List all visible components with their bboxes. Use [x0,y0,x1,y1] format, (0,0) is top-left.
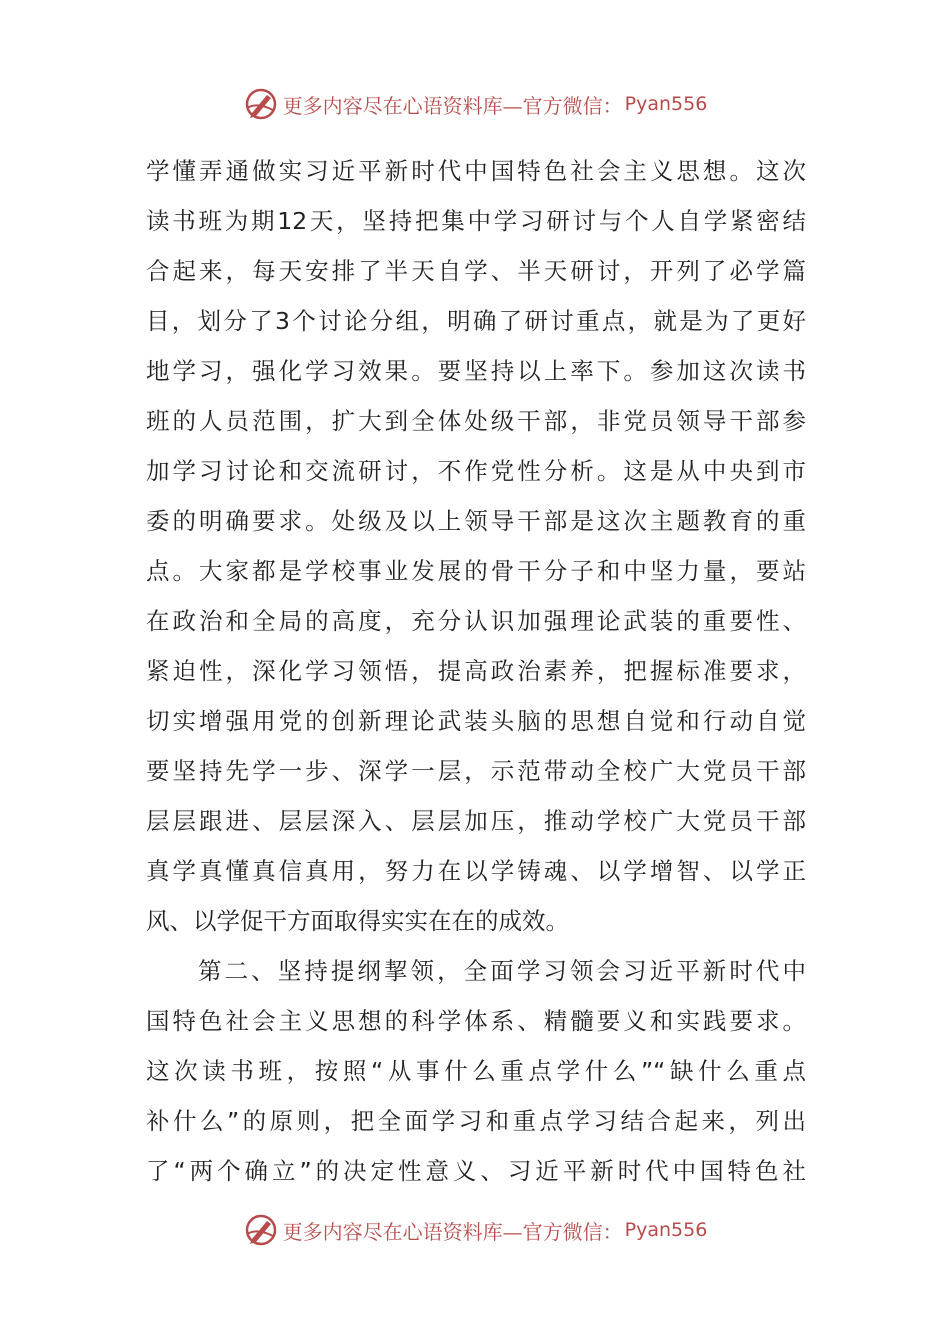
pen-logo-icon [243,1212,279,1248]
text-line: 学懂弄通做实习近平新时代中国特色社会主义思想。这次 [146,157,806,185]
text-line: 国特色社会主义思想的科学体系、精髓要义和实践要求。 [146,1007,806,1035]
text-line: 补什么”的原则，把全面学习和重点学习结合起来，列出 [146,1107,806,1135]
text-line: 层层跟进、层层深入、层层加压，推动学校广大党员干部 [146,807,806,835]
text-line: 读书班为期12天，坚持把集中学习研讨与个人自学紧密结 [146,207,806,235]
banner-handle: Pyan556 [624,1219,708,1241]
text-line: 班的人员范围，扩大到全体处级干部，非党员领导干部参 [146,407,806,435]
text-line: 在政治和全局的高度，充分认识加强理论武装的重要性、 [146,607,806,635]
text-line: 这次读书班，按照“从事什么重点学什么”“缺什么重点 [146,1057,806,1085]
text-line: 点。大家都是学校事业发展的骨干分子和中坚力量，要站 [146,557,806,585]
text-line: 紧迫性，深化学习领悟，提高政治素养，把握标准要求， [146,657,806,685]
header-watermark-banner [0,84,950,124]
text-line: 要坚持先学一步、深学一层，示范带动全校广大党员干部 [146,757,806,785]
banner-text: 更多内容尽在心语资料库—官方微信： [282,93,623,118]
document-body [146,146,806,1196]
banner-text: 更多内容尽在心语资料库—官方微信： [282,1219,623,1244]
text-line: 目，划分了3个讨论分组，明确了研讨重点，就是为了更好 [146,307,806,335]
text-line: 合起来，每天安排了半天自学、半天研讨，开列了必学篇 [146,257,806,285]
text-line: 第二、坚持提纲挈领，全面学习领会习近平新时代中 [198,957,806,985]
text-line: 加学习讨论和交流研讨，不作党性分析。这是从中央到市 [146,457,806,485]
text-line: 委的明确要求。处级及以上领导干部是这次主题教育的重 [146,507,806,535]
pen-logo-icon [243,86,279,122]
text-line: 了“两个确立”的决定性意义、习近平新时代中国特色社 [146,1157,806,1185]
text-line: 风、以学促干方面取得实实在在的成效。 [146,907,569,935]
footer-watermark-banner [0,1210,950,1250]
text-line: 地学习，强化学习效果。要坚持以上率下。参加这次读书 [146,357,806,385]
text-line: 切实增强用党的创新理论武装头脑的思想自觉和行动自觉 [146,707,806,735]
text-line: 真学真懂真信真用，努力在以学铸魂、以学增智、以学正 [146,857,806,885]
banner-handle: Pyan556 [624,93,708,115]
